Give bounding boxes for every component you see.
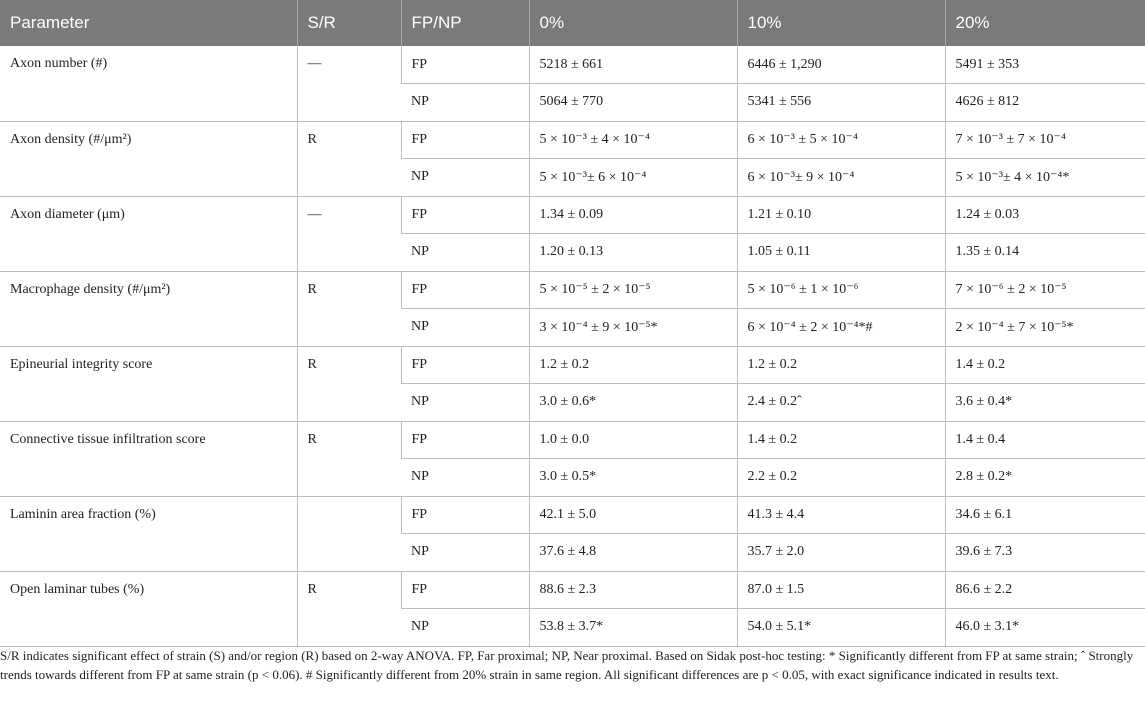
value-cell: 39.6 ± 7.3 bbox=[945, 534, 1145, 572]
header-0pct: 0% bbox=[529, 0, 737, 46]
value-cell: 37.6 ± 4.8 bbox=[529, 534, 737, 572]
value-cell: 2.4 ± 0.2ˆ bbox=[737, 384, 945, 422]
value-cell: 5341 ± 556 bbox=[737, 84, 945, 122]
sr-cell: R bbox=[297, 571, 401, 646]
sr-cell: — bbox=[297, 196, 401, 271]
value-cell: 3.6 ± 0.4* bbox=[945, 384, 1145, 422]
value-cell: 3 × 10⁻⁴ ± 9 × 10⁻⁵* bbox=[529, 309, 737, 347]
table-footnote: S/R indicates significant effect of strain (S) and/or region (R) based on 2-way ANOVA. FP, Far proximal; NP, Near proximal. Based on Sidak post-hoc testing: * Significantly different from FP at same strain; ˆ Strongly trends towards different from FP at same strain (p < 0.06). # Significantly different from 20% strain in same region. All significant differences are p < 0.05, with exact significance indicated in results text. bbox=[0, 648, 1134, 682]
value-cell: 6 × 10⁻³± 9 × 10⁻⁴ bbox=[737, 159, 945, 197]
table-row bbox=[0, 46, 1145, 84]
value-cell: 88.6 ± 2.3 bbox=[529, 571, 737, 609]
value-cell: 1.2 ± 0.2 bbox=[529, 346, 737, 384]
region-cell: FP bbox=[401, 271, 529, 309]
region-cell: NP bbox=[401, 234, 529, 272]
value-cell: 1.2 ± 0.2 bbox=[737, 346, 945, 384]
header-20pct: 20% bbox=[945, 0, 1145, 46]
value-cell: 4626 ± 812 bbox=[945, 84, 1145, 122]
region-cell: FP bbox=[401, 421, 529, 459]
parameter-cell: Axon density (#/μm²) bbox=[0, 121, 297, 196]
value-cell: 41.3 ± 4.4 bbox=[737, 496, 945, 534]
parameter-cell: Epineurial integrity score bbox=[0, 346, 297, 421]
region-cell: NP bbox=[401, 534, 529, 572]
parameter-cell: Connective tissue infiltration score bbox=[0, 421, 297, 496]
value-cell: 53.8 ± 3.7* bbox=[529, 609, 737, 647]
value-cell: 3.0 ± 0.5* bbox=[529, 459, 737, 497]
value-cell: 6 × 10⁻⁴ ± 2 × 10⁻⁴*# bbox=[737, 309, 945, 347]
sr-cell bbox=[297, 496, 401, 571]
value-cell: 6 × 10⁻³ ± 5 × 10⁻⁴ bbox=[737, 121, 945, 159]
header-10pct: 10% bbox=[737, 0, 945, 46]
region-cell: NP bbox=[401, 459, 529, 497]
table-row bbox=[0, 421, 1145, 459]
value-cell: 46.0 ± 3.1* bbox=[945, 609, 1145, 647]
value-cell: 1.4 ± 0.4 bbox=[945, 421, 1145, 459]
value-cell: 5491 ± 353 bbox=[945, 46, 1145, 84]
value-cell: 5218 ± 661 bbox=[529, 46, 737, 84]
table-row bbox=[0, 571, 1145, 609]
header-sr: S/R bbox=[297, 0, 401, 46]
value-cell: 86.6 ± 2.2 bbox=[945, 571, 1145, 609]
parameter-cell: Axon diameter (μm) bbox=[0, 196, 297, 271]
header-fpnp: FP/NP bbox=[401, 0, 529, 46]
sr-cell: R bbox=[297, 271, 401, 346]
region-cell: NP bbox=[401, 609, 529, 647]
region-cell: NP bbox=[401, 84, 529, 122]
value-cell: 1.4 ± 0.2 bbox=[945, 346, 1145, 384]
table-row bbox=[0, 346, 1145, 384]
value-cell: 5 × 10⁻⁵ ± 2 × 10⁻⁵ bbox=[529, 271, 737, 309]
value-cell: 5 × 10⁻⁶ ± 1 × 10⁻⁶ bbox=[737, 271, 945, 309]
sr-cell: R bbox=[297, 346, 401, 421]
value-cell: 6446 ± 1,290 bbox=[737, 46, 945, 84]
header-row bbox=[0, 0, 1145, 46]
sr-cell: R bbox=[297, 121, 401, 196]
value-cell: 42.1 ± 5.0 bbox=[529, 496, 737, 534]
value-cell: 1.34 ± 0.09 bbox=[529, 196, 737, 234]
region-cell: NP bbox=[401, 309, 529, 347]
table-row bbox=[0, 121, 1145, 159]
table-row bbox=[0, 196, 1145, 234]
value-cell: 1.24 ± 0.03 bbox=[945, 196, 1145, 234]
value-cell: 7 × 10⁻³ ± 7 × 10⁻⁴ bbox=[945, 121, 1145, 159]
table-body bbox=[0, 46, 1145, 646]
region-cell: FP bbox=[401, 496, 529, 534]
value-cell: 87.0 ± 1.5 bbox=[737, 571, 945, 609]
parameter-cell: Open laminar tubes (%) bbox=[0, 571, 297, 646]
region-cell: FP bbox=[401, 196, 529, 234]
table-row bbox=[0, 271, 1145, 309]
value-cell: 2.2 ± 0.2 bbox=[737, 459, 945, 497]
value-cell: 3.0 ± 0.6* bbox=[529, 384, 737, 422]
value-cell: 7 × 10⁻⁶ ± 2 × 10⁻⁵ bbox=[945, 271, 1145, 309]
value-cell: 1.05 ± 0.11 bbox=[737, 234, 945, 272]
value-cell: 1.4 ± 0.2 bbox=[737, 421, 945, 459]
region-cell: FP bbox=[401, 121, 529, 159]
sr-cell: R bbox=[297, 421, 401, 496]
region-cell: FP bbox=[401, 346, 529, 384]
sr-cell: — bbox=[297, 46, 401, 121]
value-cell: 5064 ± 770 bbox=[529, 84, 737, 122]
value-cell: 5 × 10⁻³ ± 4 × 10⁻⁴ bbox=[529, 121, 737, 159]
region-cell: NP bbox=[401, 159, 529, 197]
value-cell: 5 × 10⁻³± 6 × 10⁻⁴ bbox=[529, 159, 737, 197]
parameter-cell: Laminin area fraction (%) bbox=[0, 496, 297, 571]
region-cell: NP bbox=[401, 384, 529, 422]
value-cell: 5 × 10⁻³± 4 × 10⁻⁴* bbox=[945, 159, 1145, 197]
header-parameter: Parameter bbox=[0, 0, 297, 46]
value-cell: 2 × 10⁻⁴ ± 7 × 10⁻⁵* bbox=[945, 309, 1145, 347]
value-cell: 1.35 ± 0.14 bbox=[945, 234, 1145, 272]
value-cell: 35.7 ± 2.0 bbox=[737, 534, 945, 572]
region-cell: FP bbox=[401, 571, 529, 609]
region-cell: FP bbox=[401, 46, 529, 84]
value-cell: 1.20 ± 0.13 bbox=[529, 234, 737, 272]
value-cell: 2.8 ± 0.2* bbox=[945, 459, 1145, 497]
value-cell: 1.0 ± 0.0 bbox=[529, 421, 737, 459]
parameter-cell: Axon number (#) bbox=[0, 46, 297, 121]
value-cell: 54.0 ± 5.1* bbox=[737, 609, 945, 647]
value-cell: 1.21 ± 0.10 bbox=[737, 196, 945, 234]
value-cell: 34.6 ± 6.1 bbox=[945, 496, 1145, 534]
parameter-cell: Macrophage density (#/μm²) bbox=[0, 271, 297, 346]
table-row bbox=[0, 496, 1145, 534]
